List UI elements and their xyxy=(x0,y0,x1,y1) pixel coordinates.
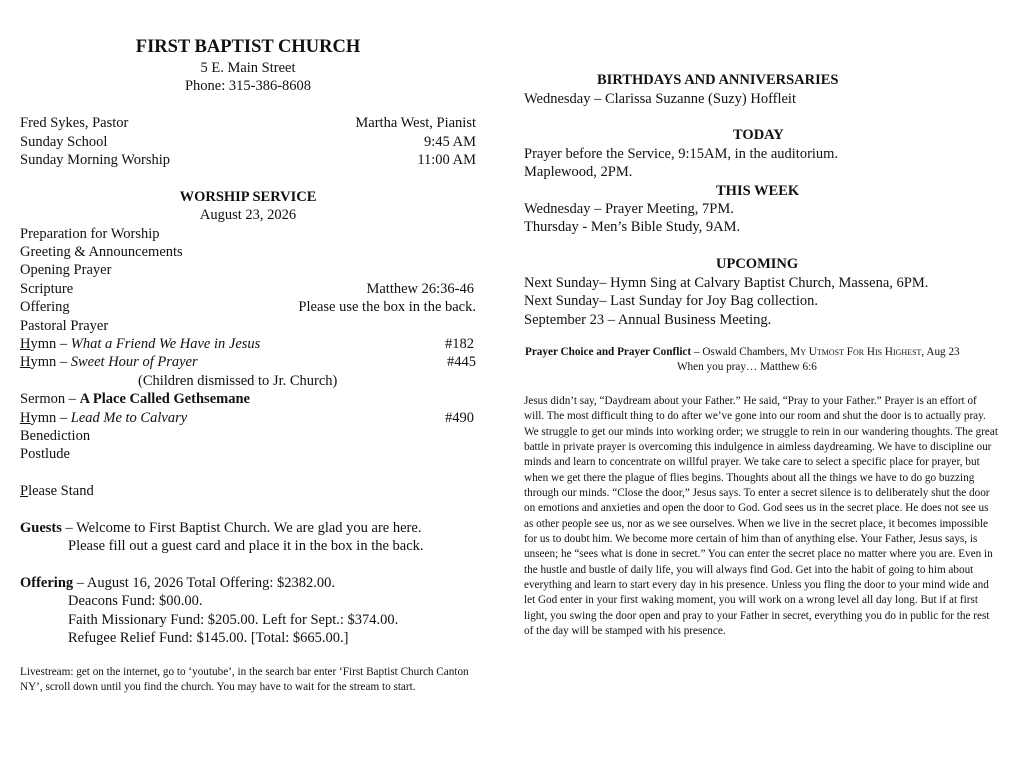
devotional-body: Jesus didn’t say, “Daydream about your Father.” He said, “Pray to your Father.” Prayer is an effort of will. The most difficult thing to do after we’ve gone into our room and shut the door is to actually pray. We struggle to get our minds into working order; we struggle to rein in our wandering thoughts. The great battle in private prayer is overcoming this indulgence in aimless daydreaming. We have to discipline our minds and learn to concentrate on willful prayer. We take care to select a specific place for prayer, but when we get there the plague of flies begins. Thoughts about all the things we have to do go buzzing through our minds. “Close the door,” Jesus says. To enter a secret silence is to deliberately shut the door on emotions and anxieties and open the door to God. God sees us in the secret place. He does not see us as other people see us, nor as we see ourselves. When we live in the secret place, it becomes impossible for us to doubt him. We become more certain of him than of anything else. Your Father, Jesus says, is unseen; he “sees what is done in secret.” You can enter the secret place no matter where you are. Even in the hustle and bustle of daily life, you will always find God. Get into the habit of going to him about everything and learn to start every day in his presence. Unless you fling the door to your mind wide and let God enter in your first waking moment, you will work on a wrong level all day long. But if at first light, you swing the door open and pray to your Father in secret, everything you do in public for the rest of the day will be stamped with his presence. xyxy=(524,395,998,638)
worship-time: 11:00 AM xyxy=(417,152,476,168)
birthdays-line-1: Wednesday – Clarissa Suzanne (Suzy) Hoffleit xyxy=(524,91,796,107)
worship-date: August 23, 2026 xyxy=(199,207,297,223)
order-hymn-1 xyxy=(20,335,476,354)
guests-label: Guests xyxy=(20,520,62,536)
guests-line-2: Please fill out a guest card and place it in the box in the back. xyxy=(68,538,424,554)
hymn-2-number: #445 xyxy=(447,354,476,370)
scripture-label: Scripture xyxy=(20,281,74,297)
order-benediction: Benediction xyxy=(20,428,91,444)
church-phone: Phone: 315-386-8608 xyxy=(184,78,312,94)
today-heading: TODAY xyxy=(733,127,784,143)
devotional-heading xyxy=(525,345,960,360)
church-address: 5 E. Main Street xyxy=(200,60,296,76)
devotional-separator: – xyxy=(691,346,703,358)
this-week-line-1: Wednesday – Prayer Meeting, 7PM. xyxy=(524,201,734,217)
offering-refugee: Refugee Relief Fund: $145.00. [Total: $665.00.] xyxy=(68,630,349,646)
worship-heading: WORSHIP SERVICE xyxy=(179,189,317,205)
sunday-school-label: Sunday School xyxy=(20,134,108,150)
order-offering xyxy=(20,298,476,317)
offering-note: Please use the box in the back. xyxy=(298,299,476,315)
hymn-3-number: #490 xyxy=(445,410,474,426)
devotional-date: , Aug 23 xyxy=(921,346,960,358)
offering-total: – August 16, 2026 Total Offering: $2382.00. xyxy=(73,575,336,591)
devotional-book: My Utmost For His Highest xyxy=(790,346,922,358)
sermon-prefix: Sermon – xyxy=(20,391,80,407)
birthdays-heading: BIRTHDAYS AND ANNIVERSARIES xyxy=(597,72,839,88)
devotional-verse: When you pray… Matthew 6:6 xyxy=(677,361,817,373)
sunday-school-time: 9:45 AM xyxy=(424,134,476,150)
upcoming-line-2: Next Sunday– Last Sunday for Joy Bag collection. xyxy=(524,293,818,309)
hymn-2-title: Sweet Hour of Prayer xyxy=(70,354,198,370)
order-pastoral-prayer: Pastoral Prayer xyxy=(20,318,109,334)
hymn-3-title: Lead Me to Calvary xyxy=(70,410,188,426)
hymn-1-prefix: ymn – xyxy=(30,336,71,352)
today-line-2: Maplewood, 2PM. xyxy=(524,164,633,180)
hymn-3-prefix: ymn – xyxy=(30,410,71,426)
upcoming-line-3: September 23 – Annual Business Meeting. xyxy=(524,312,772,328)
devotional-title: Prayer Choice and Prayer Conflict xyxy=(525,346,692,358)
offering-faith: Faith Missionary Fund: $205.00. Left for Sept.: $374.00. xyxy=(68,612,399,628)
this-week-line-2: Thursday - Men’s Bible Study, 9AM. xyxy=(524,219,741,235)
order-scripture xyxy=(20,280,476,299)
hymn-2-prefix: ymn – xyxy=(30,354,71,370)
livestream-note: Livestream: get on the internet, go to ‘youtube’, in the search bar enter ‘First Baptist Church Canton NY’, scroll down until you find the church. You may have to wait for the stream to start. xyxy=(20,666,469,694)
order-opening-prayer: Opening Prayer xyxy=(20,262,112,278)
guests-welcome: – Welcome to First Baptist Church. We are glad you are here. xyxy=(61,520,422,536)
children-note: (Children dismissed to Jr. Church) xyxy=(138,373,338,389)
please-stand-initial: P xyxy=(20,483,29,499)
order-postlude: Postlude xyxy=(20,446,70,462)
pianist-name: Martha West, Pianist xyxy=(355,115,476,131)
hymn-3-initial: H xyxy=(20,410,31,426)
worship-label: Sunday Morning Worship xyxy=(20,152,171,168)
offering-deacons: Deacons Fund: $00.00. xyxy=(68,593,203,609)
sermon-title: A Place Called Gethsemane xyxy=(79,391,250,407)
upcoming-line-1: Next Sunday– Hymn Sing at Calvary Baptist Church, Massena, 6PM. xyxy=(524,275,929,291)
offering-label: Offering xyxy=(20,299,70,315)
order-hymn-3 xyxy=(20,409,476,428)
offering-line-1 xyxy=(20,574,476,593)
offering-summary-label: Offering xyxy=(20,575,74,591)
order-hymn-2 xyxy=(20,353,476,372)
order-greeting: Greeting & Announcements xyxy=(20,244,183,260)
hymn-1-number: #182 xyxy=(445,336,474,352)
staff-row-1 xyxy=(20,114,476,133)
guests-line-1 xyxy=(20,519,476,538)
today-line-1: Prayer before the Service, 9:15AM, in the auditorium. xyxy=(524,146,839,162)
church-name: FIRST BAPTIST CHURCH xyxy=(135,37,361,57)
order-sermon xyxy=(20,390,476,409)
staff-row-3 xyxy=(20,151,476,170)
this-week-heading: THIS WEEK xyxy=(716,183,800,199)
pastor-name: Fred Sykes, Pastor xyxy=(20,115,129,131)
devotional-author: Oswald Chambers, xyxy=(702,346,791,358)
hymn-1-initial: H xyxy=(20,336,31,352)
hymn-2-initial: H xyxy=(20,354,31,370)
scripture-ref: Matthew 26:36-46 xyxy=(366,281,474,297)
please-stand-note xyxy=(20,482,476,501)
upcoming-heading: UPCOMING xyxy=(716,256,799,272)
staff-row-2 xyxy=(20,133,476,152)
hymn-1-title: What a Friend We Have in Jesus xyxy=(70,336,261,352)
order-preparation: Preparation for Worship xyxy=(20,226,160,242)
please-stand-text: lease Stand xyxy=(28,483,94,499)
